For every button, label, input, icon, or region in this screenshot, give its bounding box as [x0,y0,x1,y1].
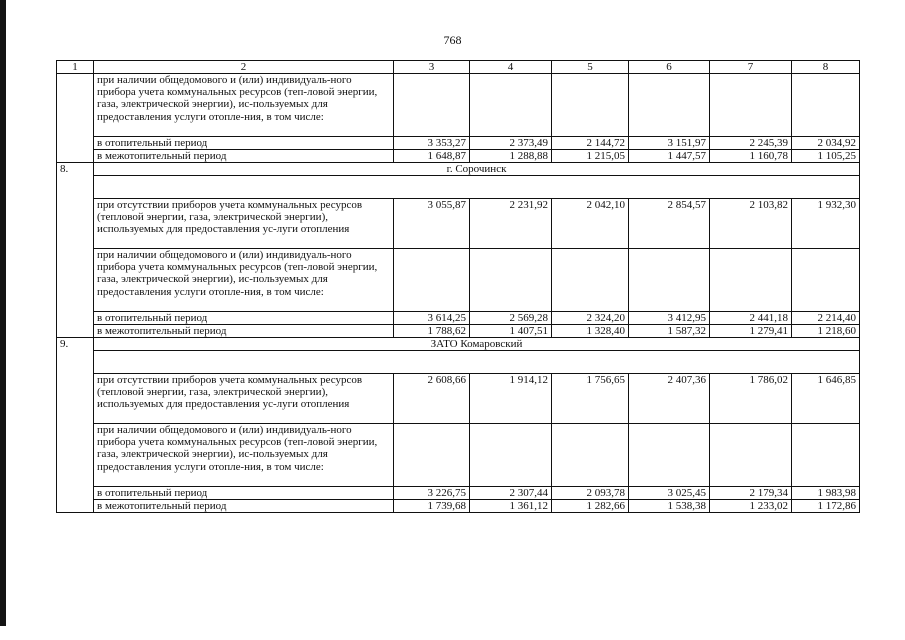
value-cell: 2 407,36 [629,374,710,424]
column-header: 8 [792,61,860,74]
column-header: 7 [710,61,792,74]
table-row [57,199,860,249]
city-name: г. Сорочинск [94,163,860,176]
table-row [57,312,860,325]
column-header: 3 [394,61,470,74]
row-description: при отсутствии приборов учета коммунальных ресурсов (тепловой энергии, газа, электрической энергии), используемых для предоставления ус-луги отопления [94,374,394,424]
value-cell: 2 144,72 [552,137,629,150]
value-cell: 1 361,12 [470,500,552,513]
value-cell: 2 034,92 [792,137,860,150]
table-row [57,137,860,150]
table-row [57,325,860,338]
value-cell [710,74,792,137]
row-label: в межотопительный период [94,500,394,513]
value-cell [552,249,629,312]
value-cell: 3 226,75 [394,487,470,500]
value-cell: 2 103,82 [710,199,792,249]
spacer-cell [94,351,860,374]
value-cell: 1 233,02 [710,500,792,513]
value-cell: 2 441,18 [710,312,792,325]
value-cell [710,424,792,487]
value-cell: 1 788,62 [394,325,470,338]
value-cell: 2 324,20 [552,312,629,325]
column-header: 2 [94,61,394,74]
value-cell: 3 353,27 [394,137,470,150]
row-label: в отопительный период [94,312,394,325]
value-cell: 2 569,28 [470,312,552,325]
value-cell: 2 093,78 [552,487,629,500]
value-cell: 3 025,45 [629,487,710,500]
value-cell: 1 160,78 [710,150,792,163]
value-cell: 2 307,44 [470,487,552,500]
value-cell: 1 105,25 [792,150,860,163]
value-cell: 1 538,38 [629,500,710,513]
value-cell [792,249,860,312]
value-cell: 1 288,88 [470,150,552,163]
value-cell [792,424,860,487]
value-cell: 1 218,60 [792,325,860,338]
spacer-row [57,176,860,199]
column-header: 1 [57,61,94,74]
spacer-cell [94,176,860,199]
city-name: ЗАТО Комаровский [94,338,860,351]
value-cell: 3 412,95 [629,312,710,325]
value-cell [629,424,710,487]
section-number: 9. [57,338,94,513]
value-cell [394,249,470,312]
value-cell: 1 648,87 [394,150,470,163]
table-row [57,424,860,487]
row-description: при отсутствии приборов учета коммунальных ресурсов (тепловой энергии, газа, электрической энергии), используемых для предоставления ус-луги отопления [94,199,394,249]
value-cell: 1 587,32 [629,325,710,338]
value-cell: 2 245,39 [710,137,792,150]
value-cell: 1 172,86 [792,500,860,513]
section-number: 8. [57,163,94,338]
value-cell: 3 151,97 [629,137,710,150]
table-row [57,249,860,312]
column-number-row [57,61,860,74]
value-cell: 1 328,40 [552,325,629,338]
number-cell [57,74,94,163]
value-cell: 1 215,05 [552,150,629,163]
value-cell [470,74,552,137]
section-header-row [57,163,860,176]
value-cell [552,424,629,487]
value-cell: 3 055,87 [394,199,470,249]
column-header: 4 [470,61,552,74]
row-label: в межотопительный период [94,150,394,163]
value-cell: 1 786,02 [710,374,792,424]
value-cell [470,249,552,312]
value-cell [629,249,710,312]
page-number: 768 [443,33,462,47]
value-cell: 1 279,41 [710,325,792,338]
row-description: при наличии общедомового и (или) индивидуаль-ного прибора учета коммунальных ресурсов (теп-ловой энергии, газа, электрической энергии), ис-пользуемых для предоставления услуги отопле-ния, в том числе: [94,74,394,137]
value-cell: 1 282,66 [552,500,629,513]
row-label: в отопительный период [94,137,394,150]
value-cell: 3 614,25 [394,312,470,325]
value-cell: 2 608,66 [394,374,470,424]
value-cell [629,74,710,137]
value-cell [470,424,552,487]
table-row [57,74,860,137]
row-description: при наличии общедомового и (или) индивидуаль-ного прибора учета коммунальных ресурсов (теп-ловой энергии, газа, электрической энергии), ис-пользуемых для предоставления услуги отопле-ния, в том числе: [94,424,394,487]
table-row [57,487,860,500]
row-description: при наличии общедомового и (или) индивидуаль-ного прибора учета коммунальных ресурсов (теп-ловой энергии, газа, электрической энергии), ис-пользуемых для предоставления услуги отопле-ния, в том числе: [94,249,394,312]
table-row [57,500,860,513]
row-label: в отопительный период [94,487,394,500]
section-header-row [57,338,860,351]
spacer-row [57,351,860,374]
value-cell: 1 983,98 [792,487,860,500]
value-cell: 2 214,40 [792,312,860,325]
value-cell: 1 739,68 [394,500,470,513]
value-cell [552,74,629,137]
value-cell: 1 646,85 [792,374,860,424]
value-cell: 1 407,51 [470,325,552,338]
value-cell: 1 447,57 [629,150,710,163]
value-cell [394,74,470,137]
value-cell: 1 932,30 [792,199,860,249]
value-cell: 2 042,10 [552,199,629,249]
value-cell: 1 756,65 [552,374,629,424]
value-cell: 2 373,49 [470,137,552,150]
value-cell: 2 854,57 [629,199,710,249]
column-header: 5 [552,61,629,74]
column-header: 6 [629,61,710,74]
value-cell [792,74,860,137]
value-cell: 1 914,12 [470,374,552,424]
row-label: в межотопительный период [94,325,394,338]
value-cell: 2 179,34 [710,487,792,500]
table-row [57,374,860,424]
value-cell [394,424,470,487]
value-cell: 2 231,92 [470,199,552,249]
tariff-table [56,60,860,513]
scan-edge-bar [0,0,6,626]
value-cell [710,249,792,312]
table-row [57,150,860,163]
